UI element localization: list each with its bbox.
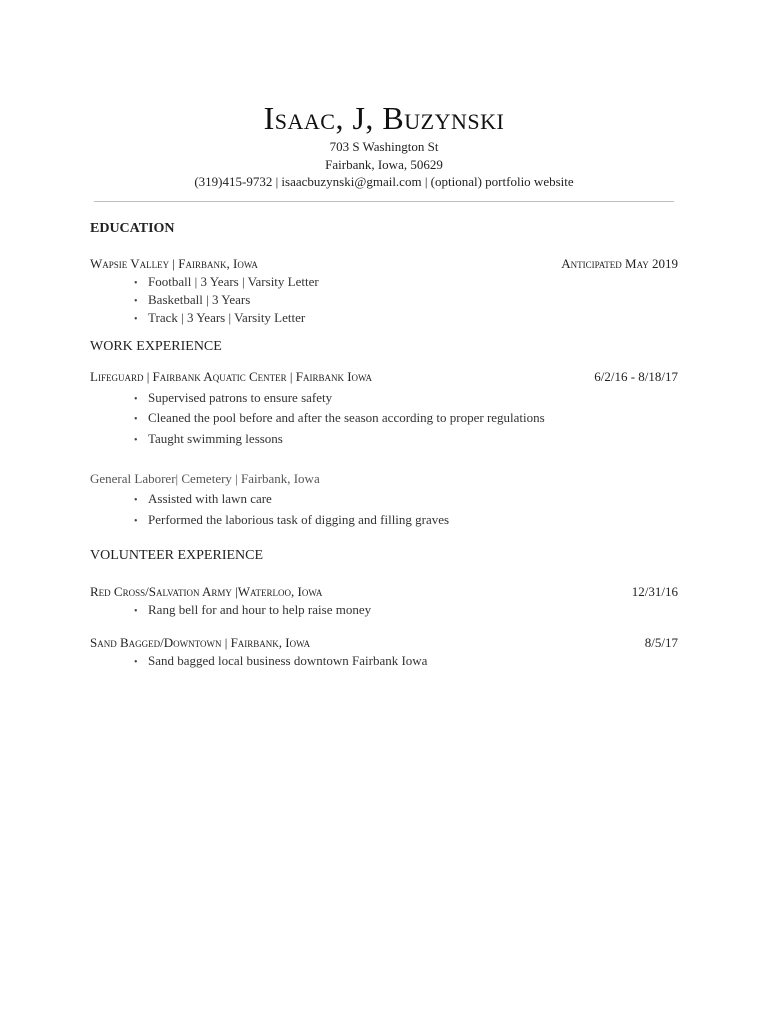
education-entry-date: Anticipated May 2019 — [561, 256, 678, 271]
work-heading: WORK EXPERIENCE — [90, 339, 222, 354]
resume-name: Isaac, J, Buzynski — [263, 100, 505, 136]
bullet-dot-icon: • — [134, 495, 138, 506]
header-divider — [94, 201, 674, 202]
list-item: • Football | 3 Years | Varsity Letter — [134, 274, 319, 289]
work-entry-title: General Laborer| Cemetery | Fairbank, Iowa — [90, 471, 320, 486]
contact-line: (319)415-9732 | isaacbuzynski@gmail.com | (optional) portfolio website — [194, 174, 574, 189]
list-item: • Basketball | 3 Years — [134, 292, 251, 307]
volunteer-entry-date: 12/31/16 — [631, 584, 678, 599]
bullet-dot-icon: • — [134, 296, 138, 307]
bullet-dot-icon: • — [134, 435, 138, 446]
bullet-dot-icon: • — [134, 314, 138, 325]
address-line-1: 703 S Washington St — [329, 139, 439, 154]
education-entry-title: Wapsie Valley | Fairbank, Iowa — [90, 256, 258, 271]
volunteer-entry-title: Sand Bagged/Downtown | Fairbank, Iowa — [90, 635, 311, 650]
bullet-dot-icon: • — [134, 394, 138, 405]
volunteer-entry-title: Red Cross/Salvation Army |Waterloo, Iowa — [90, 584, 323, 599]
bullet-dot-icon: • — [134, 606, 138, 617]
bullet-dot-icon: • — [134, 414, 138, 425]
bullet-dot-icon: • — [134, 657, 138, 668]
list-item: • Taught swimming lessons — [134, 431, 283, 446]
volunteer-heading: VOLUNTEER EXPERIENCE — [90, 548, 264, 563]
list-item: • Track | 3 Years | Varsity Letter — [134, 310, 306, 325]
work-entry-date: 6/2/16 - 8/18/17 — [594, 369, 678, 384]
list-item: • Rang bell for and hour to help raise money — [134, 602, 372, 617]
list-item: • Supervised patrons to ensure safety — [134, 390, 333, 405]
education-heading: EDUCATION — [90, 221, 175, 236]
list-item: • Sand bagged local business downtown Fairbank Iowa — [134, 653, 428, 668]
work-entry-title: Lifeguard | Fairbank Aquatic Center | Fairbank Iowa — [90, 369, 373, 384]
list-item: • Cleaned the pool before and after the season according to proper regulations — [134, 410, 545, 425]
list-item: • Assisted with lawn care — [134, 491, 272, 506]
list-item: • Performed the laborious task of digging and filling graves — [134, 512, 450, 527]
bullet-dot-icon: • — [134, 278, 138, 289]
bullet-dot-icon: • — [134, 516, 138, 527]
address-line-2: Fairbank, Iowa, 50629 — [325, 157, 443, 172]
volunteer-entry-date: 8/5/17 — [644, 635, 678, 650]
